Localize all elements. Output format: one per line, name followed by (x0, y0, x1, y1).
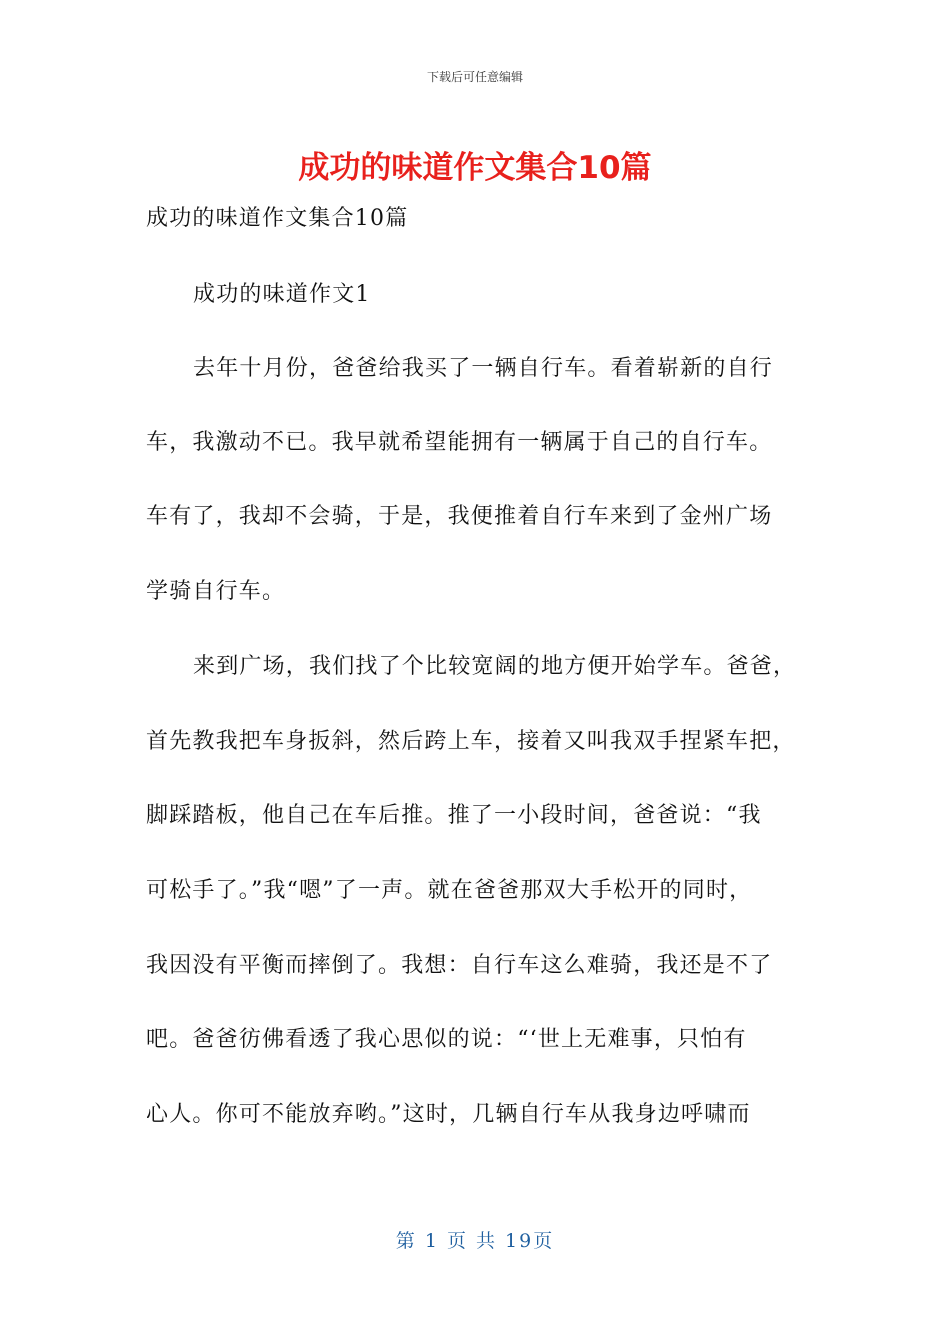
body-line: 车有了，我却不会骑，于是，我便推着自行车来到了金州广场 (146, 504, 773, 529)
body-line: 首先教我把车身扳斜，然后跨上车，接着又叫我双手捏紧车把， (146, 729, 796, 754)
page-footer: 第 1 页 共 19页 (395, 1230, 555, 1252)
body-line: 车，我激动不已。我早就希望能拥有一辆属于自己的自行车。 (146, 430, 773, 455)
body-line: 来到广场，我们找了个比较宽阔的地方便开始学车。爸爸， (193, 654, 797, 679)
body-line: 学骑自行车。 (146, 579, 286, 604)
body-line: 去年十月份，爸爸给我买了一辆自行车。看着崭新的自行 (193, 356, 774, 381)
body-line: 吧。爸爸彷佛看透了我心思似的说：“‘世上无难事，只怕有 (146, 1027, 747, 1052)
subtitle-line: 成功的味道作文集合10篇 (146, 206, 409, 231)
document-title: 成功的味道作文集合10篇 (298, 150, 652, 186)
header-note: 下载后可任意编辑 (426, 70, 523, 84)
section-heading: 成功的味道作文1 (193, 282, 371, 307)
body-line: 脚踩踏板，他自己在车后推。推了一小段时间，爸爸说：“我 (146, 803, 762, 828)
body-line: 心人。你可不能放弃哟。”这时，几辆自行车从我身边呼啸而 (146, 1102, 751, 1127)
body-line: 我因没有平衡而摔倒了。我想：自行车这么难骑，我还是不了 (146, 953, 773, 978)
body-line: 可松手了。”我“嗯”了一声。就在爸爸那双大手松开的同时， (146, 878, 753, 903)
